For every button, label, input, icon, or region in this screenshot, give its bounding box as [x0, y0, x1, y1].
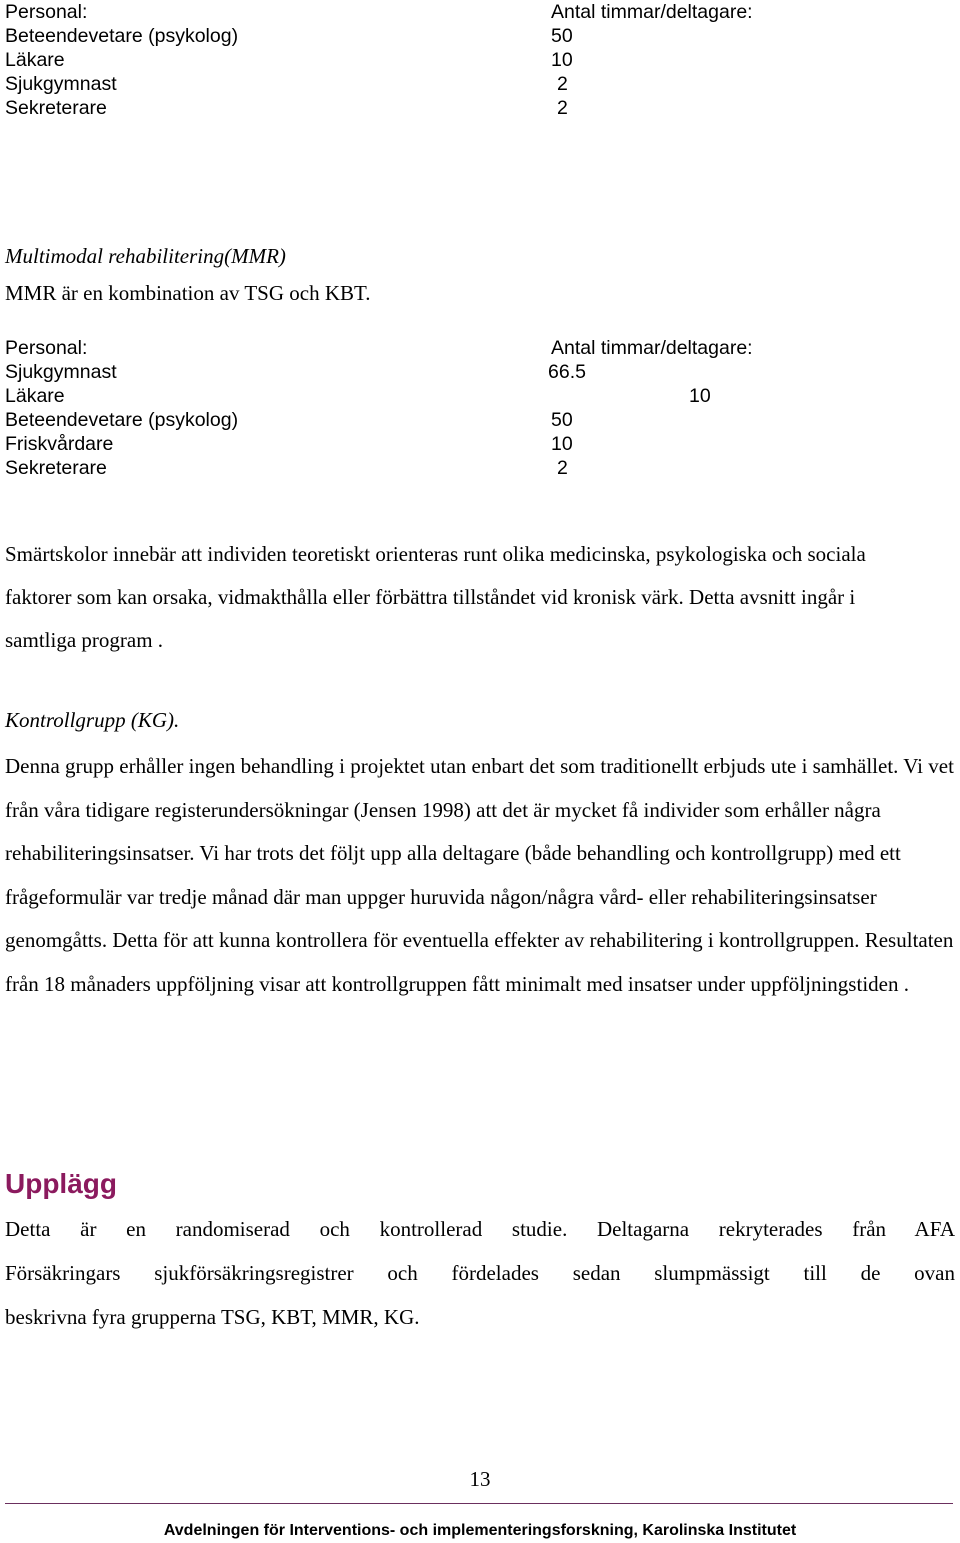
- page-number: 13: [469, 1467, 491, 1491]
- table-header-hours: Antal timmar/deltagare:: [551, 337, 753, 359]
- table-row-hours: 50: [551, 409, 573, 431]
- kg-title: Kontrollgrupp (KG).: [5, 708, 180, 732]
- footer-divider: [5, 1503, 953, 1504]
- table-row-hours: 50: [551, 25, 573, 47]
- table-row-role: Friskvårdare: [5, 433, 114, 455]
- mmr-description: MMR är en kombination av TSG och KBT.: [5, 281, 371, 305]
- table-row-role: Beteendevetare (psykolog): [5, 25, 239, 47]
- upplagg-paragraph: [5, 1207, 955, 1339]
- table-row-role: Sjukgymnast: [5, 361, 117, 383]
- table-header-personal: Personal:: [5, 1, 88, 23]
- paragraph-text: Denna grupp erhåller ingen behandling i projektet utan enbart det som traditionellt erbjuds ute i samhället. Vi vet från våra tidigare registerundersökningar (Jensen 1998) att det är mycket få individer som erhåller några rehabiliteringsinsatser. Vi har trots det följt upp alla deltagare (både behandling och kontrollgrupp) med ett frågeformulär var tredje månad där man uppger huruvida någon/några vård- eller rehabiliteringsinsatser genomgåtts. Detta för att kunna kontrollera för eventuella effekter av rehabilitering i kontrollgruppen. Resultaten från 18 månaders uppföljning visar att kontrollgruppen fått minimalt med insatser under uppföljningstiden .: [5, 754, 954, 996]
- page-footer: Avdelningen för Interventions- och implementeringsforskning, Karolinska Institutet: [163, 1522, 797, 1539]
- paragraph-line: beskrivna fyra grupperna TSG, KBT, MMR, KG.: [5, 1305, 420, 1329]
- mmr-title: Multimodal rehabilitering(MMR): [5, 244, 286, 268]
- kg-paragraph: [5, 745, 957, 1006]
- table-row-role: Sekreterare: [5, 97, 107, 119]
- section-heading: Upplägg: [5, 1168, 117, 1199]
- smartskola-paragraph: [5, 533, 905, 662]
- table-row-role: Läkare: [5, 49, 65, 71]
- table-row-role: Beteendevetare (psykolog): [5, 409, 239, 431]
- paragraph-line: Detta är en randomiserad och kontrollerad studie. Deltagarna rekryterades från AFA: [5, 1217, 955, 1241]
- table-row-role: Sjukgymnast: [5, 73, 117, 95]
- table-row-hours: 10: [689, 385, 711, 407]
- table-row-hours: 66.5: [548, 361, 586, 383]
- paragraph-text: Smärtskolor innebär att individen teoretiskt orienteras runt olika medicinska, psykologiska och sociala faktorer som kan orsaka, vidmakthålla eller förbättra tillståndet vid kronisk värk. Detta avsnitt ingår i samtliga program .: [5, 542, 866, 652]
- table-row-role: Läkare: [5, 385, 65, 407]
- table-row-hours: 10: [551, 433, 573, 455]
- table-row-hours: 2: [557, 457, 568, 479]
- table-header-personal: Personal:: [5, 337, 88, 359]
- table-header-hours: Antal timmar/deltagare:: [551, 1, 753, 23]
- table-row-hours: 2: [557, 97, 568, 119]
- table-row-role: Sekreterare: [5, 457, 107, 479]
- table-row-hours: 2: [557, 73, 568, 95]
- paragraph-line: Försäkringars sjukförsäkringsregistrer och fördelades sedan slumpmässigt till de ovan: [5, 1261, 955, 1285]
- table-row-hours: 10: [551, 49, 573, 71]
